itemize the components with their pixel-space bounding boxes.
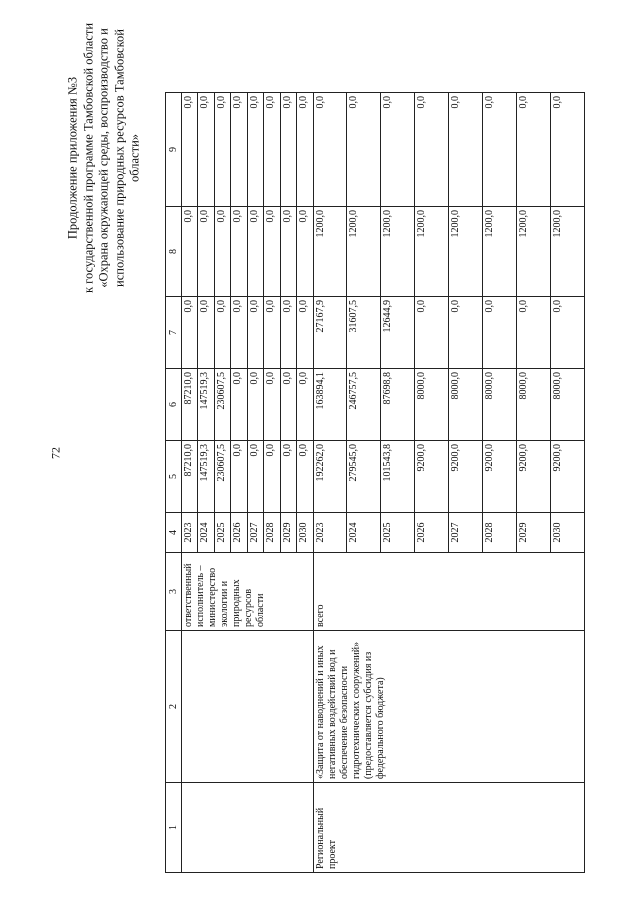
value-cell: 0,0 xyxy=(247,369,263,441)
value-cell: 1200,0 xyxy=(313,207,347,297)
column-header: 6 xyxy=(166,369,182,441)
page-number: 72 xyxy=(48,447,63,459)
value-cell: 0,0 xyxy=(280,369,296,441)
value-cell: 0,0 xyxy=(214,207,230,297)
description-cell: «Защита от наводнений и иных негативных воздействий вод и обеспечение безопасности гидротехнических сооружений» (предоставляется субсидия из федерального бюджета) xyxy=(313,631,585,783)
value-cell: 0,0 xyxy=(247,207,263,297)
value-cell: 0,0 xyxy=(297,93,313,207)
year-cell: 2027 xyxy=(449,513,483,553)
value-cell: 0,0 xyxy=(214,297,230,369)
year-cell: 2028 xyxy=(483,513,517,553)
column-header: 8 xyxy=(166,207,182,297)
value-cell: 0,0 xyxy=(415,93,449,207)
value-cell: 12644,9 xyxy=(381,297,415,369)
year-cell: 2025 xyxy=(381,513,415,553)
value-cell: 0,0 xyxy=(483,93,517,207)
value-cell: 0,0 xyxy=(231,93,247,207)
value-cell: 0,0 xyxy=(280,93,296,207)
value-cell: 0,0 xyxy=(280,297,296,369)
value-cell: 9200,0 xyxy=(483,441,517,513)
value-cell: 163894,1 xyxy=(313,369,347,441)
column-header: 2 xyxy=(166,631,182,783)
value-cell: 0,0 xyxy=(247,441,263,513)
value-cell: 8000,0 xyxy=(550,369,584,441)
column-header: 9 xyxy=(166,93,182,207)
value-cell: 279545,0 xyxy=(347,441,381,513)
value-cell: 9200,0 xyxy=(449,441,483,513)
value-cell: 0,0 xyxy=(449,297,483,369)
year-cell: 2029 xyxy=(517,513,551,553)
source-cell: ответственный исполнитель – министерство экологии и природных ресурсов области xyxy=(182,553,314,631)
value-cell: 0,0 xyxy=(231,441,247,513)
value-cell: 8000,0 xyxy=(517,369,551,441)
table-row xyxy=(182,93,198,873)
value-cell: 0,0 xyxy=(297,207,313,297)
year-cell: 2026 xyxy=(231,513,247,553)
value-cell: 0,0 xyxy=(264,93,280,207)
value-cell: 0,0 xyxy=(247,297,263,369)
year-cell: 2030 xyxy=(550,513,584,553)
value-cell: 0,0 xyxy=(313,93,347,207)
value-cell: 0,0 xyxy=(483,297,517,369)
year-cell: 2026 xyxy=(415,513,449,553)
year-cell: 2030 xyxy=(297,513,313,553)
heading-line: к государственной программе Тамбовской области xyxy=(80,22,95,294)
heading-line: области» xyxy=(127,133,142,183)
year-cell: 2025 xyxy=(214,513,230,553)
value-cell: 147519,3 xyxy=(198,441,214,513)
column-header: 7 xyxy=(166,297,182,369)
value-cell: 9200,0 xyxy=(517,441,551,513)
value-cell: 1200,0 xyxy=(550,207,584,297)
value-cell: 230607,5 xyxy=(214,441,230,513)
value-cell: 0,0 xyxy=(297,441,313,513)
year-cell: 2029 xyxy=(280,513,296,553)
value-cell: 0,0 xyxy=(517,297,551,369)
table-row xyxy=(313,93,347,873)
value-cell: 101543,8 xyxy=(381,441,415,513)
value-cell: 31607,5 xyxy=(347,297,381,369)
value-cell: 0,0 xyxy=(297,369,313,441)
header-row xyxy=(166,93,182,873)
value-cell: 0,0 xyxy=(415,297,449,369)
value-cell: 0,0 xyxy=(264,207,280,297)
value-cell: 87698,8 xyxy=(381,369,415,441)
value-cell: 0,0 xyxy=(231,207,247,297)
value-cell: 1200,0 xyxy=(483,207,517,297)
value-cell: 8000,0 xyxy=(415,369,449,441)
column-header: 1 xyxy=(166,783,182,873)
value-cell: 87210,0 xyxy=(182,369,198,441)
value-cell: 0,0 xyxy=(264,297,280,369)
heading-line: «Охрана окружающей среды, воспроизводство и xyxy=(96,28,111,288)
year-cell: 2027 xyxy=(247,513,263,553)
value-cell: 0,0 xyxy=(550,297,584,369)
value-cell: 0,0 xyxy=(347,93,381,207)
funding-table-wrapper xyxy=(165,93,585,873)
value-cell: 9200,0 xyxy=(550,441,584,513)
value-cell: 0,0 xyxy=(214,93,230,207)
value-cell: 0,0 xyxy=(198,93,214,207)
value-cell: 0,0 xyxy=(280,441,296,513)
year-cell: 2023 xyxy=(313,513,347,553)
value-cell: 0,0 xyxy=(264,441,280,513)
value-cell: 0,0 xyxy=(297,297,313,369)
value-cell: 0,0 xyxy=(247,93,263,207)
column-header: 4 xyxy=(166,513,182,553)
funding-table xyxy=(165,92,585,873)
heading-line: Продолжение приложения №3 xyxy=(65,76,80,240)
value-cell: 230607,5 xyxy=(214,369,230,441)
value-cell: 0,0 xyxy=(182,297,198,369)
value-cell: 0,0 xyxy=(449,93,483,207)
heading-line: использование природных ресурсов Тамбовской xyxy=(111,29,126,287)
year-cell: 2024 xyxy=(198,513,214,553)
value-cell: 1200,0 xyxy=(415,207,449,297)
value-cell: 1200,0 xyxy=(517,207,551,297)
value-cell: 8000,0 xyxy=(483,369,517,441)
year-cell: 2023 xyxy=(182,513,198,553)
value-cell: 8000,0 xyxy=(449,369,483,441)
value-cell: 0,0 xyxy=(517,93,551,207)
value-cell: 0,0 xyxy=(550,93,584,207)
row-label-cell: Региональный проект xyxy=(313,783,585,873)
value-cell: 0,0 xyxy=(182,207,198,297)
value-cell: 9200,0 xyxy=(415,441,449,513)
value-cell: 0,0 xyxy=(280,207,296,297)
value-cell: 27167,9 xyxy=(313,297,347,369)
column-header: 3 xyxy=(166,553,182,631)
year-cell: 2028 xyxy=(264,513,280,553)
value-cell: 1200,0 xyxy=(381,207,415,297)
value-cell: 192262,0 xyxy=(313,441,347,513)
value-cell: 1200,0 xyxy=(347,207,381,297)
row-label-cell xyxy=(182,783,314,873)
document-heading xyxy=(65,0,143,328)
value-cell: 147519,3 xyxy=(198,369,214,441)
value-cell: 0,0 xyxy=(198,297,214,369)
value-cell: 0,0 xyxy=(198,207,214,297)
year-cell: 2024 xyxy=(347,513,381,553)
value-cell: 0,0 xyxy=(231,369,247,441)
source-cell: всего xyxy=(313,553,585,631)
value-cell: 0,0 xyxy=(381,93,415,207)
value-cell: 0,0 xyxy=(231,297,247,369)
value-cell: 87210,0 xyxy=(182,441,198,513)
value-cell: 0,0 xyxy=(182,93,198,207)
column-header: 5 xyxy=(166,441,182,513)
value-cell: 246757,5 xyxy=(347,369,381,441)
value-cell: 1200,0 xyxy=(449,207,483,297)
value-cell: 0,0 xyxy=(264,369,280,441)
description-cell xyxy=(182,631,314,783)
